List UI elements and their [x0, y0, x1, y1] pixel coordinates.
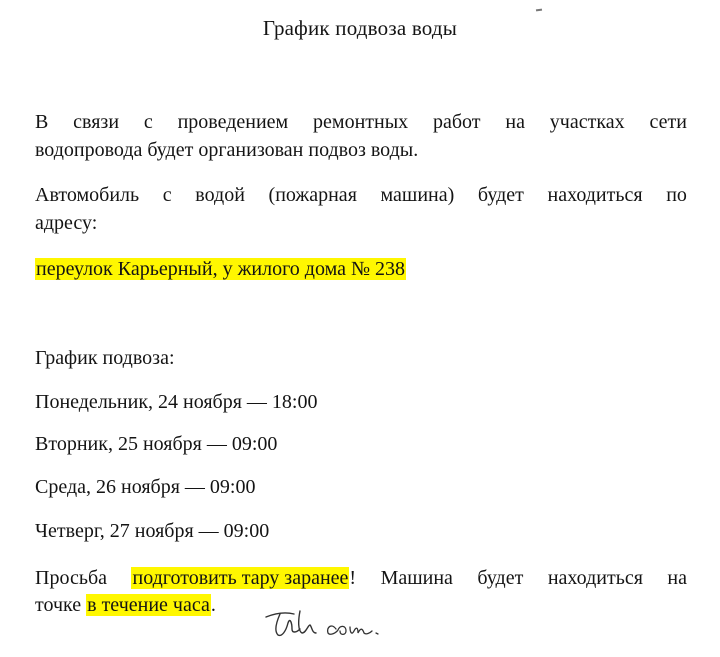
intro-paragraph: [35, 109, 687, 135]
schedule-item: Вторник, 25 ноября — 09:00: [35, 433, 278, 455]
request-highlight-1: подготовить тару заранее: [132, 567, 349, 589]
handwritten-signature: [262, 603, 407, 641]
exclamation: !: [349, 567, 357, 589]
request-highlight-2: в течение часа: [87, 594, 210, 616]
vehicle-paragraph: [35, 182, 687, 208]
document-title: График подвоза воды: [262, 16, 458, 40]
word: будет: [477, 184, 524, 206]
word: на: [505, 111, 525, 133]
word: ремонтных: [313, 111, 409, 133]
schedule-item: Понедельник, 24 ноября — 18:00: [35, 391, 318, 413]
period: .: [210, 594, 216, 616]
address-highlight: переулок Карьерный, у жилого дома № 238: [36, 258, 406, 280]
stray-mark: [536, 9, 542, 12]
word: связи: [73, 111, 120, 133]
word: сети: [649, 111, 687, 133]
word: работ: [433, 111, 481, 133]
word: машина): [380, 184, 455, 206]
word: находиться: [547, 184, 643, 206]
schedule-heading: График подвоза:: [35, 347, 175, 369]
word: будет: [477, 567, 524, 589]
schedule-item: Четверг, 27 ноября — 09:00: [35, 520, 270, 542]
word: точке: [35, 594, 82, 616]
intro-line-2: водопровода будет организован подвоз воды.: [35, 139, 419, 161]
schedule-item: Среда, 26 ноября — 09:00: [35, 476, 256, 498]
word: Машина: [380, 567, 453, 589]
word: с: [143, 111, 153, 133]
request-paragraph: [35, 565, 687, 591]
request-line-2: [35, 592, 216, 618]
request-highlight-group: [131, 565, 356, 591]
word: по: [666, 184, 687, 206]
word: Просьба: [35, 567, 107, 589]
vehicle-line-2: адресу:: [35, 212, 98, 234]
word: на: [667, 567, 687, 589]
word: Автомобиль: [35, 184, 140, 206]
word: (пожарная: [268, 184, 357, 206]
word: находиться: [547, 567, 643, 589]
word: с: [162, 184, 172, 206]
word: В: [35, 111, 49, 133]
word: проведением: [177, 111, 289, 133]
word: участках: [549, 111, 625, 133]
address-line: [35, 256, 406, 282]
word: водой: [195, 184, 245, 206]
